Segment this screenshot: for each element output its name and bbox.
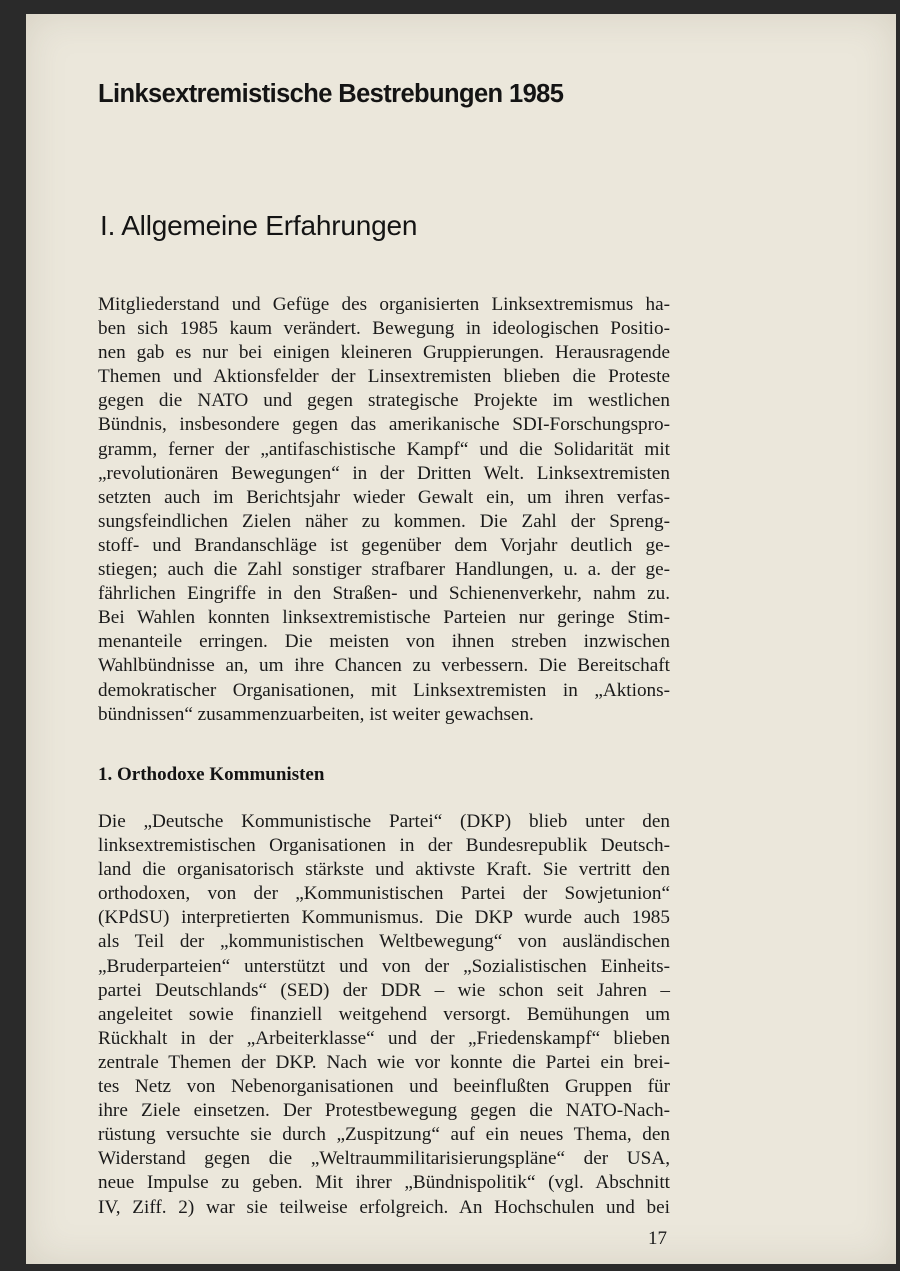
paragraph-general-experiences bbox=[98, 293, 670, 727]
text-line: als Teil der „kommunistischen Weltbewegung“ von ausländischen bbox=[98, 931, 670, 953]
text-line: setzten auch im Berichtsjahr wieder Gewalt ein, um ihren verfas- bbox=[98, 486, 670, 508]
text-line: Widerstand gegen die „Weltraummilitarisierungspläne“ der USA, bbox=[98, 1148, 670, 1170]
page-title: Linksextremistische Bestrebungen 1985 bbox=[98, 80, 564, 108]
text-line: stiegen; auch die Zahl sonstiger strafbarer Handlungen, u. a. der ge- bbox=[98, 559, 670, 581]
section-heading: I. Allgemeine Erfahrungen bbox=[100, 210, 418, 241]
text-line: stoff- und Brandanschläge ist gegenüber dem Vorjahr deutlich ge- bbox=[98, 534, 670, 556]
text-line: tes Netz von Nebenorganisationen und beeinflußten Gruppen für bbox=[98, 1076, 670, 1098]
text-line: linksextremistischen Organisationen in der Bundesrepublik Deutsch- bbox=[98, 835, 670, 857]
text-line: fährlichen Eingriffe in den Straßen- und Schienenverkehr, nahm zu. bbox=[98, 583, 670, 605]
text-line: bündnissen“ zusammenzuarbeiten, ist weiter gewachsen. bbox=[98, 703, 534, 725]
text-line: Mitgliederstand und Gefüge des organisierten Linksextremismus ha- bbox=[98, 294, 670, 315]
text-line: sungsfeindlichen Zielen näher zu kommen. Die Zahl der Spreng- bbox=[98, 510, 670, 532]
page-number: 17 bbox=[648, 1228, 667, 1249]
text-line: land die organisatorisch stärkste und aktivste Kraft. Sie vertritt den bbox=[98, 859, 670, 881]
text-line: neue Impulse zu geben. Mit ihrer „Bündnispolitik“ (vgl. Abschnitt bbox=[98, 1172, 670, 1194]
text-line: (KPdSU) interpretierten Kommunismus. Die DKP wurde auch 1985 bbox=[98, 907, 670, 929]
text-line: zentrale Themen der DKP. Nach wie vor konnte die Partei ein brei- bbox=[98, 1051, 670, 1073]
text-line: orthodoxen, von der „Kommunistischen Partei der Sowjetunion“ bbox=[98, 883, 670, 905]
document-page bbox=[26, 14, 896, 1264]
text-line: gramm, ferner der „antifaschistische Kampf“ und die Solidarität mit bbox=[98, 438, 670, 460]
text-line: Themen und Aktionsfelder der Linsextremisten blieben die Proteste bbox=[98, 366, 670, 388]
text-line: partei Deutschlands“ (SED) der DDR – wie schon seit Jahren – bbox=[98, 979, 670, 1001]
text-line: nen gab es nur bei einigen kleineren Gruppierungen. Herausragende bbox=[98, 342, 670, 364]
text-line: Die „Deutsche Kommunistische Partei“ (DKP) blieb unter den bbox=[98, 811, 670, 832]
text-line: Bei Wahlen konnten linksextremistische Parteien nur geringe Stim- bbox=[98, 607, 670, 629]
text-line: „Bruderparteien“ unterstützt und von der „Sozialistischen Einheits- bbox=[98, 955, 670, 977]
text-line: rüstung versuchte sie durch „Zuspitzung“ auf ein neues Thema, den bbox=[98, 1124, 670, 1146]
subsection-heading: 1. Orthodoxe Kommunisten bbox=[98, 764, 325, 785]
text-line: angeleitet sowie finanziell weitgehend versorgt. Bemühungen um bbox=[98, 1003, 670, 1025]
text-line: ihre Ziele einsetzen. Der Protestbewegung gegen die NATO-Nach- bbox=[98, 1100, 670, 1122]
text-line: Wahlbündnisse an, um ihre Chancen zu verbessern. Die Bereitschaft bbox=[98, 655, 670, 677]
text-line: „revolutionären Bewegungen“ in der Dritten Welt. Linksextremisten bbox=[98, 462, 670, 484]
text-line: Bündnis, insbesondere gegen das amerikanische SDI-Forschungspro- bbox=[98, 414, 670, 436]
text-line: demokratischer Organisationen, mit Linksextremisten in „Aktions- bbox=[98, 679, 670, 701]
text-line: Rückhalt in der „Arbeiterklasse“ und der „Friedenskampf“ blieben bbox=[98, 1027, 670, 1049]
text-line: menanteile erringen. Die meisten von ihnen streben inzwischen bbox=[98, 631, 670, 653]
text-line: gegen die NATO und gegen strategische Projekte im westlichen bbox=[98, 390, 670, 412]
text-line: IV, Ziff. 2) war sie teilweise erfolgreich. An Hochschulen und bei bbox=[98, 1196, 670, 1218]
text-line: ben sich 1985 kaum verändert. Bewegung in ideologischen Positio- bbox=[98, 318, 670, 340]
paragraph-orthodox-communists bbox=[98, 810, 670, 1220]
